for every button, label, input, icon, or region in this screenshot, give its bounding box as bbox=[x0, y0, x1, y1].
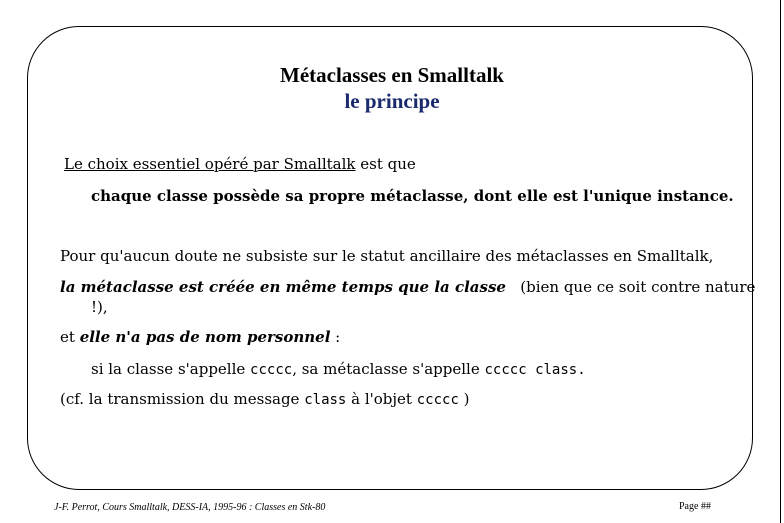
choice-rest: est que bbox=[355, 155, 416, 173]
cf-text-2: à l'objet bbox=[346, 390, 417, 408]
no-name-suffix: : bbox=[330, 328, 341, 346]
underlined-phrase: Le choix essentiel opéré par Smalltalk bbox=[64, 155, 356, 173]
creation-aside: (bien que ce soit contre nature bbox=[505, 278, 756, 296]
paragraph-no-name bbox=[60, 327, 340, 347]
slide-subtitle: le principe bbox=[344, 89, 440, 113]
cf-text-3: ) bbox=[458, 390, 470, 408]
example-text-2: , sa métaclasse s'appelle bbox=[292, 360, 485, 378]
example-metaclass-name: ccccc class. bbox=[484, 362, 586, 378]
no-name-prefix: et bbox=[60, 328, 80, 346]
creation-emphasis: la métaclasse est créée en même temps que la classe bbox=[60, 278, 506, 296]
creation-aside-end: !), bbox=[91, 298, 108, 316]
example-class-name: ccccc bbox=[250, 362, 293, 378]
footer-credit: J-F. Perrot, Cours Smalltalk, DESS-IA, 1995-96 : Classes en Stk-80 bbox=[54, 502, 326, 513]
cf-object: ccccc bbox=[416, 392, 459, 408]
principle-statement: chaque classe possède sa propre métaclasse, dont elle est l'unique instance. bbox=[91, 187, 734, 205]
cf-text-1: (cf. la transmission du message bbox=[60, 390, 305, 408]
page-number: Page ## bbox=[679, 501, 711, 512]
paragraph-status: Pour qu'aucun doute ne subsiste sur le statut ancillaire des métaclasses en Smalltalk, bbox=[60, 247, 714, 265]
slide-title: Métaclasses en Smalltalk bbox=[280, 63, 504, 87]
cf-message: class bbox=[304, 392, 347, 408]
no-name-emphasis: elle n'a pas de nom personnel bbox=[79, 328, 331, 346]
example-text-1: si la classe s'appelle bbox=[91, 360, 251, 378]
paragraph-choice bbox=[64, 154, 416, 174]
naming-example bbox=[91, 359, 586, 380]
paragraph-creation bbox=[60, 277, 755, 297]
paragraph-cf bbox=[60, 389, 470, 410]
